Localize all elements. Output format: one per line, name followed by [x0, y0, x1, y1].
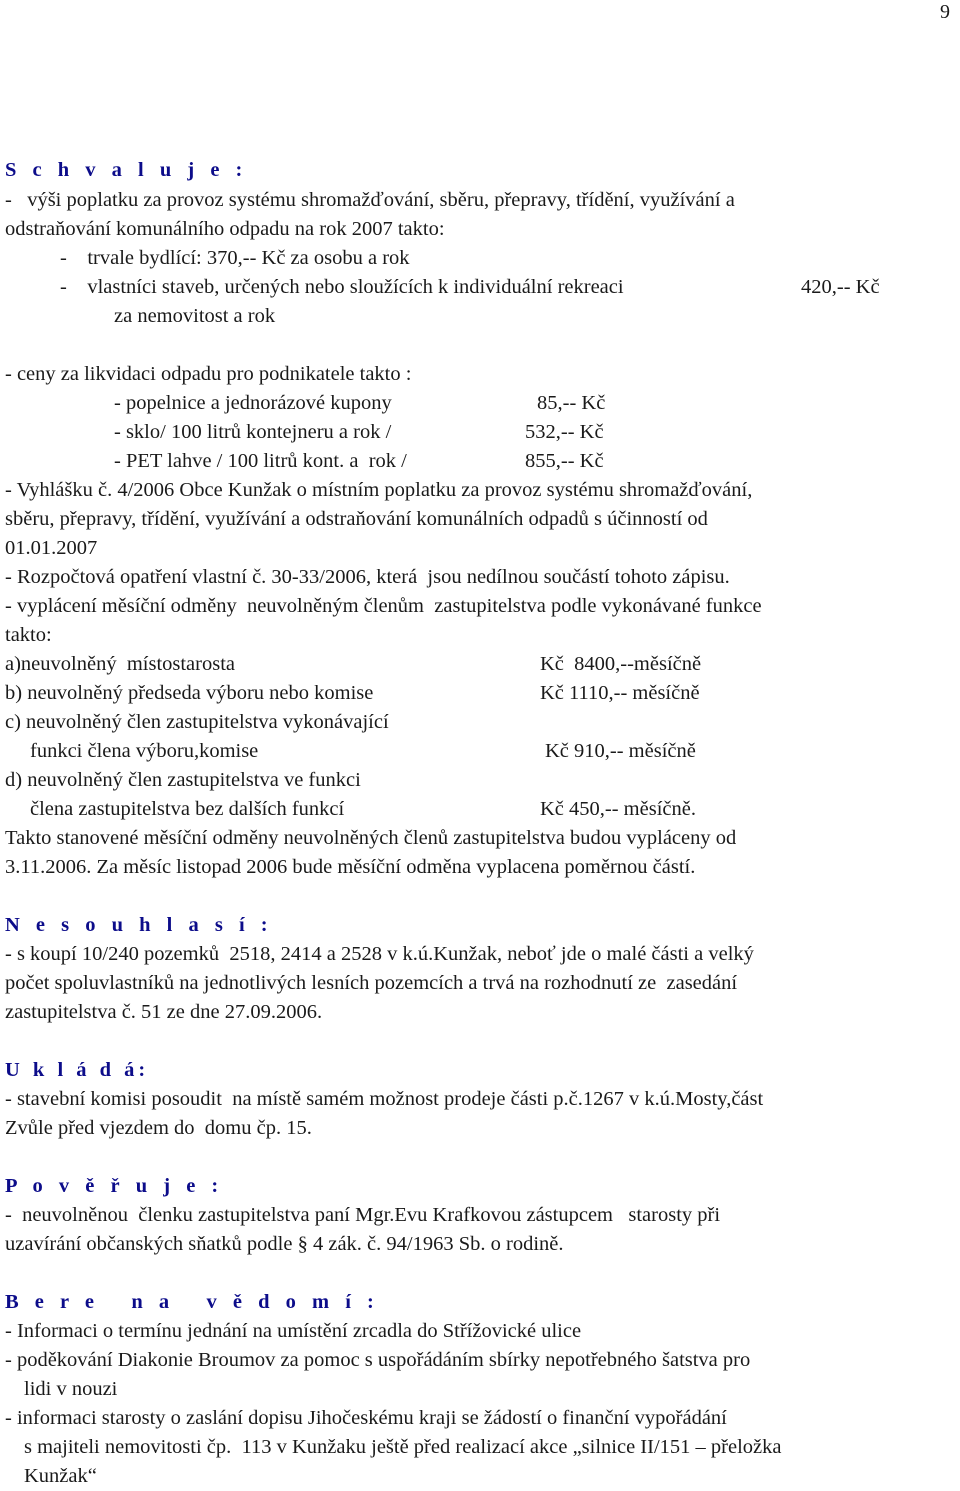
price-value: 532,-- Kč [525, 421, 604, 443]
remuneration-label: a)neuvolněný místostarosta [5, 653, 236, 675]
text-line: Takto stanovené měsíční odměny neuvolněných členů zastupitelstva budou vypláceny od [5, 827, 737, 849]
remuneration-label: člena zastupitelstva bez dalších funkcí [30, 798, 345, 820]
remuneration-label: funkci člena výboru,komise [30, 740, 259, 762]
text-line: sběru, přepravy, třídění, využívání a odstraňování komunálních odpadů s účinností od [5, 508, 708, 530]
text-line: Kunžak“ [24, 1465, 97, 1487]
text-line: - vlastníci staveb, určených nebo sloužících k individuální rekreaci [60, 276, 624, 298]
text-line: - stavební komisi posoudit na místě samém možnost prodeje části p.č.1267 v k.ú.Mosty,část [5, 1088, 764, 1110]
text-line: 01.01.2007 [5, 537, 98, 559]
text-line: - Rozpočtová opatření vlastní č. 30-33/2006, která jsou nedílnou součástí tohoto zápisu. [5, 566, 730, 588]
text-line: za nemovitost a rok [114, 305, 276, 327]
text-line: - informaci starosty o zaslání dopisu Jihočeskému kraji se žádostí o finanční vypořádání [5, 1407, 727, 1429]
fee-amount: 420,-- Kč [801, 276, 880, 298]
text-line: uzavírání občanských sňatků podle § 4 zák. č. 94/1963 Sb. o rodině. [5, 1233, 564, 1255]
text-line: Zvůle před vjezdem do domu čp. 15. [5, 1117, 312, 1139]
text-line: takto: [5, 624, 52, 646]
text-line: - ceny za likvidaci odpadu pro podnikatele takto : [5, 363, 412, 385]
heading-bere-na-vedomi: B e r e n a v ě d o m í : [5, 1291, 380, 1313]
text-line: - Informaci o termínu jednání na umístění zrcadla do Střížovické ulice [5, 1320, 582, 1342]
text-line: - vyplácení měsíční odměny neuvolněným členům zastupitelstva podle vykonávané funkce [5, 595, 762, 617]
text-line: - s koupí 10/240 pozemků 2518, 2414 a 2528 v k.ú.Kunžak, neboť jde o malé části a velký [5, 943, 754, 965]
remuneration-label: d) neuvolněný člen zastupitelstva ve funkci [5, 769, 361, 791]
price-label: - sklo/ 100 litrů kontejneru a rok / [114, 421, 392, 443]
text-line: - Vyhlášku č. 4/2006 Obce Kunžak o místním poplatku za provoz systému shromažďování, [5, 479, 753, 501]
price-label: - PET lahve / 100 litrů kont. a rok / [114, 450, 407, 472]
remuneration-amount: Kč 910,-- měsíčně [545, 740, 696, 762]
text-line: zastupitelstva č. 51 ze dne 27.09.2006. [5, 1001, 323, 1023]
remuneration-label: c) neuvolněný člen zastupitelstva vykonávající [5, 711, 389, 733]
text-line: s majiteli nemovitosti čp. 113 v Kunžaku ještě před realizací akce „silnice II/151 – přeložka [24, 1436, 782, 1458]
heading-nesouhlasi: N e s o u h l a s í : [5, 914, 274, 936]
text-line: - trvale bydlící: 370,-- Kč za osobu a rok [60, 247, 410, 269]
text-line: - výši poplatku za provoz systému shromažďování, sběru, přepravy, třídění, využívání a [5, 189, 735, 211]
text-line: - poděkování Diakonie Broumov za pomoc s uspořádáním sbírky nepotřebného šatstva pro [5, 1349, 751, 1371]
text-line: počet spoluvlastníků na jednotlivých lesních pozemcích a trvá na rozhodnutí ze zasedání [5, 972, 738, 994]
price-value: 85,-- Kč [537, 392, 606, 414]
price-label: - popelnice a jednorázové kupony [114, 392, 392, 414]
remuneration-amount: Kč 8400,--měsíčně [540, 653, 702, 675]
remuneration-amount: Kč 450,-- měsíčně. [540, 798, 696, 820]
remuneration-amount: Kč 1110,-- měsíčně [540, 682, 700, 704]
page-number: 9 [940, 1, 950, 23]
heading-schvaluje: S c h v a l u j e : [5, 159, 248, 181]
text-line: lidi v nouzi [24, 1378, 118, 1400]
heading-poveruje: P o v ě ř u j e : [5, 1175, 224, 1197]
remuneration-label: b) neuvolněný předseda výboru nebo komise [5, 682, 374, 704]
text-line: odstraňování komunálního odpadu na rok 2007 takto: [5, 218, 445, 240]
text-line: 3.11.2006. Za měsíc listopad 2006 bude měsíční odměna vyplacena poměrnou částí. [5, 856, 696, 878]
price-value: 855,-- Kč [525, 450, 604, 472]
text-line: - neuvolněnou členku zastupitelstva paní Mgr.Evu Krafkovou zástupcem starosty při [5, 1204, 721, 1226]
heading-uklada: U k l á d á: [5, 1059, 150, 1081]
